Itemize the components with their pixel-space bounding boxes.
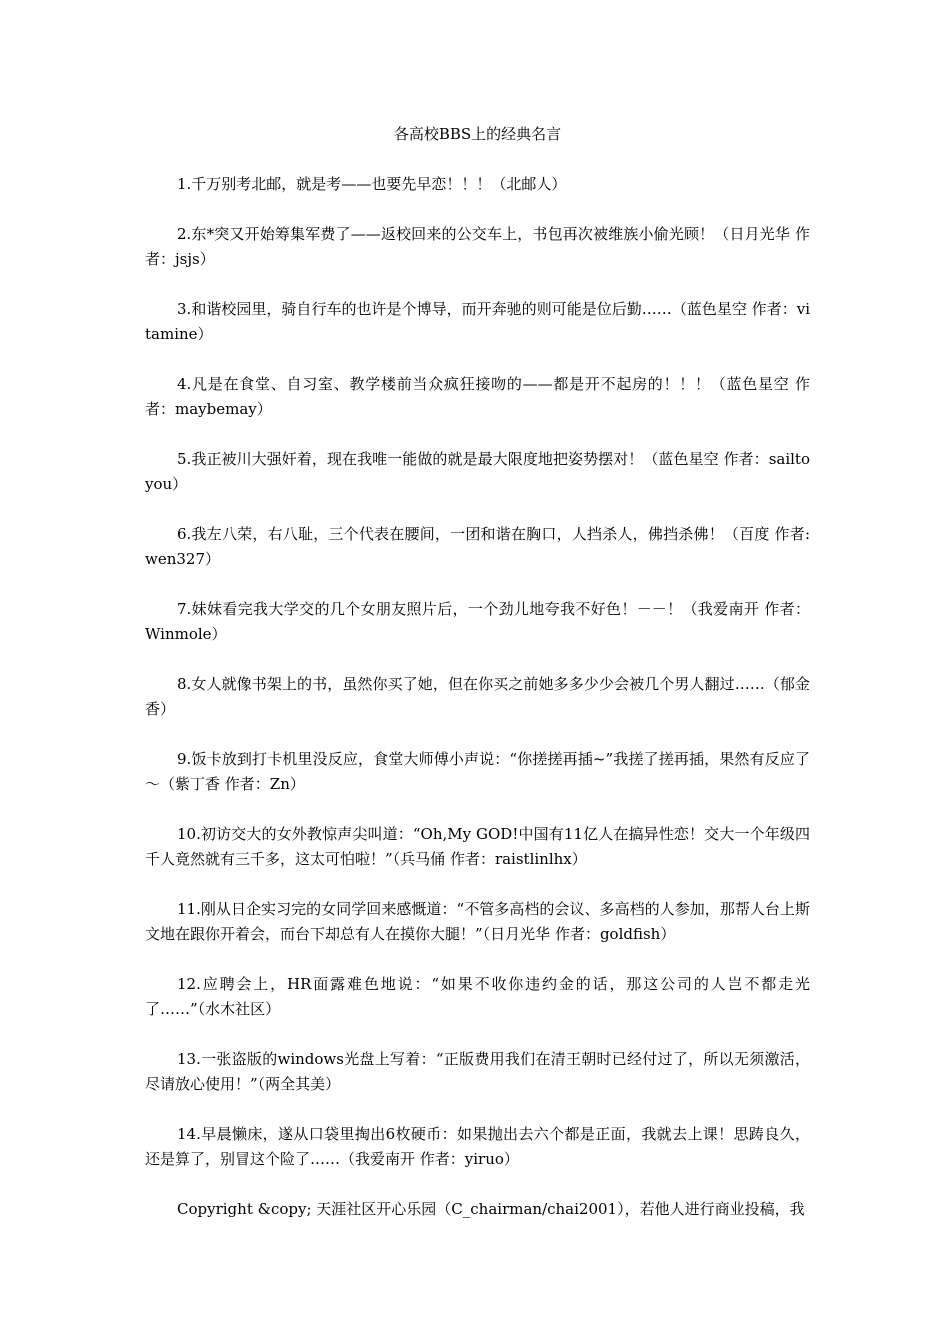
- quote-paragraph-4: 4.凡是在食堂、自习室、教学楼前当众疯狂接吻的——都是开不起房的！！！（蓝色星空 作者：maybemay）: [145, 375, 810, 418]
- document-page: [145, 122, 810, 1247]
- quote-paragraph-2: 2.东*突又开始筹集军费了——返校回来的公交车上，书包再次被维族小偷光顾！（日月光华 作者：jsjs）: [145, 225, 810, 268]
- quote-paragraph-11: 11.刚从日企实习完的女同学回来感慨道：“不管多高档的会议、多高档的人参加，那帮人台上斯文地在跟你开着会，而台下却总有人在摸你大腿！”（日月光华 作者：goldfish）: [145, 900, 810, 943]
- document-title: 各高校BBS上的经典名言: [393, 125, 562, 143]
- quote-paragraph-10: 10.初访交大的女外教惊声尖叫道：“Oh,My GOD!中国有11亿人在搞异性恋！交大一个年级四千人竟然就有三千多，这太可怕啦！”（兵马俑 作者：raistlinlhx）: [145, 825, 810, 868]
- quote-paragraph-1: 1.千万别考北邮，就是考——也要先早恋！！！（北邮人）: [177, 175, 567, 193]
- quote-paragraph-13: 13.一张盗版的windows光盘上写着：“正版费用我们在清王朝时已经付过了，所以无须激活，尽请放心使用！”（两全其美）: [145, 1050, 810, 1093]
- quote-paragraph-7: 7.妹妹看完我大学交的几个女朋友照片后，一个劲儿地夸我不好色！－－！（我爱南开 作者：Winmole）: [145, 600, 810, 643]
- quote-paragraph-12: 12.应聘会上，HR面露难色地说：“如果不收你违约金的话，那这公司的人岂不都走光了……”（水木社区）: [145, 975, 810, 1018]
- quote-paragraph-5: 5.我正被川大强奸着，现在我唯一能做的就是最大限度地把姿势摆对！（蓝色星空 作者：sailtoyou）: [145, 450, 810, 493]
- quote-paragraph-3: 3.和谐校园里，骑自行车的也许是个博导，而开奔驰的则可能是位后勤……（蓝色星空 作者：vitamine）: [145, 300, 810, 343]
- copyright-paragraph: Copyright &copy; 天涯社区开心乐园（C_chairman/chai2001），若他人进行商业投稿，我: [177, 1200, 805, 1218]
- quote-paragraph-9: 9.饭卡放到打卡机里没反应，食堂大师傅小声说：“你搓搓再插~”我搓了搓再插，果然有反应了～（紫丁香 作者：Zn）: [145, 750, 810, 793]
- quote-paragraph-14: 14.早晨懒床，遂从口袋里掏出6枚硬币：如果抛出去六个都是正面，我就去上课！思踌良久，还是算了，别冒这个险了……（我爱南开 作者：yiruo）: [145, 1125, 810, 1168]
- quote-paragraph-6: 6.我左八荣，右八耻，三个代表在腰间，一团和谐在胸口，人挡杀人，佛挡杀佛！（百度 作者:wen327）: [145, 525, 810, 568]
- quote-paragraph-8: 8.女人就像书架上的书，虽然你买了她，但在你买之前她多多少少会被几个男人翻过……（郁金香）: [145, 675, 810, 718]
